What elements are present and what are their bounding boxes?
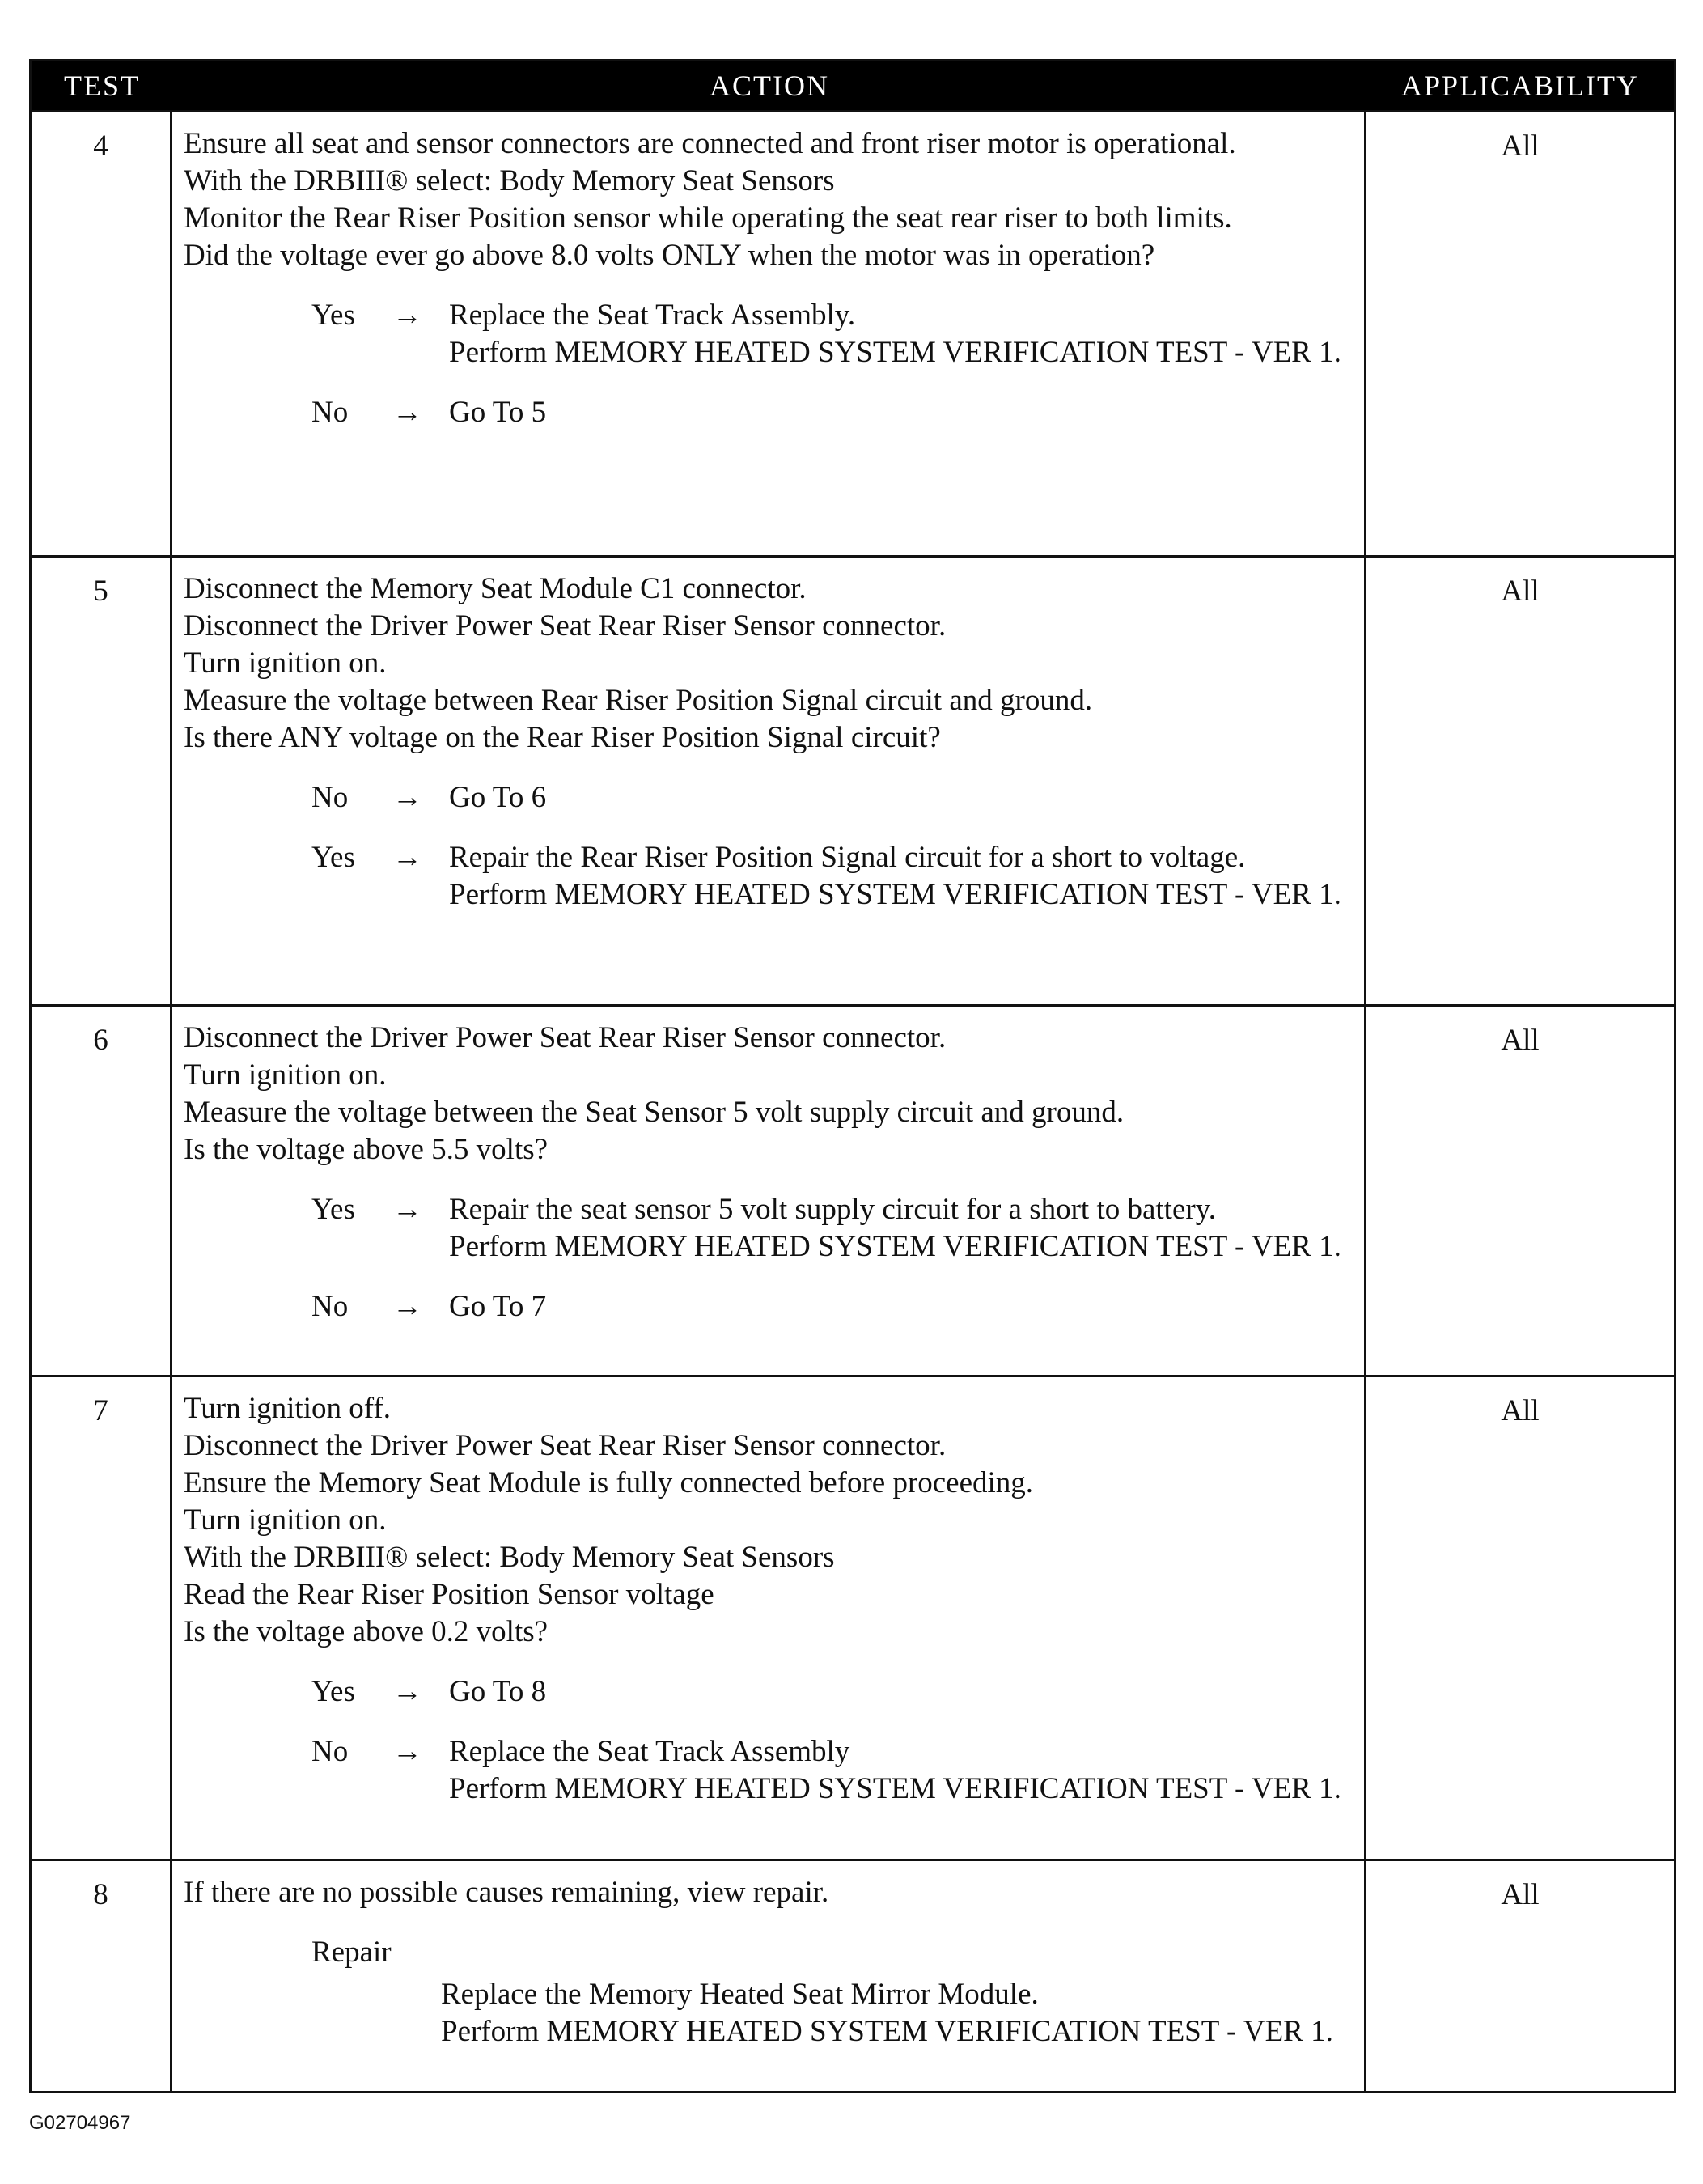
table-row: [32, 1004, 1674, 1375]
header-action: ACTION: [710, 70, 829, 102]
branch-body: [449, 1673, 1354, 1711]
action-cell: [172, 112, 1366, 555]
step-text: Monitor the Rear Riser Position sensor while operating the seat rear riser to both limits.: [184, 201, 1232, 235]
action-cell: [172, 558, 1366, 1004]
repair-body: [184, 1976, 1354, 2050]
branch-no: [184, 1288, 1354, 1325]
step-text: Measure the voltage between Rear Riser Position Signal circuit and ground.: [184, 684, 1093, 717]
step-text: With the DRBIII® select: Body Memory Seat Sensors: [184, 1541, 835, 1574]
step-text: Turn ignition on.: [184, 647, 387, 680]
branch-label: Yes: [311, 1675, 355, 1708]
step-text: Disconnect the Driver Power Seat Rear Riser Sensor connector.: [184, 1429, 947, 1462]
applicability-cell: All: [1501, 1878, 1540, 1911]
test-number: 7: [32, 1377, 172, 1859]
test-number: 8: [32, 1861, 172, 2091]
step-text: Turn ignition on.: [184, 1058, 387, 1092]
branch-label: No: [311, 781, 349, 814]
branch-label: Yes: [311, 841, 355, 874]
branch-no: [184, 779, 1354, 816]
branch-body: [449, 1733, 1354, 1808]
repair-line: Perform MEMORY HEATED SYSTEM VERIFICATION TEST - VER 1.: [441, 2015, 1333, 2048]
branch-label: No: [311, 396, 349, 429]
step-text: Turn ignition on.: [184, 1503, 387, 1537]
step-text: Is the voltage above 5.5 volts?: [184, 1133, 549, 1166]
branch-yes: [184, 1673, 1354, 1711]
branch-line: Repair the Rear Riser Position Signal circuit for a short to voltage.: [449, 841, 1246, 874]
action-cell: [172, 1377, 1366, 1859]
step-text: Ensure the Memory Seat Module is fully connected before proceeding.: [184, 1466, 1034, 1499]
branch-no: [184, 1733, 1354, 1808]
step-text: Did the voltage ever go above 8.0 volts ONLY when the motor was in operation?: [184, 239, 1155, 272]
arrow-icon: →: [392, 1735, 422, 1768]
step-text: If there are no possible causes remaining, view repair.: [184, 1876, 829, 1909]
step-text: Is the voltage above 0.2 volts?: [184, 1615, 549, 1648]
branch-label: Yes: [311, 299, 355, 332]
goto-link[interactable]: Go To 6: [449, 781, 547, 814]
step-text: Disconnect the Driver Power Seat Rear Riser Sensor connector.: [184, 1021, 947, 1054]
figure-id: G02704967: [29, 2112, 131, 2134]
goto-link[interactable]: Go To 7: [449, 1290, 547, 1323]
branch-line: Perform MEMORY HEATED SYSTEM VERIFICATION TEST - VER 1.: [449, 1230, 1341, 1263]
test-number: 6: [32, 1007, 172, 1375]
branch-line: Perform MEMORY HEATED SYSTEM VERIFICATION TEST - VER 1.: [449, 336, 1341, 369]
branch-body: [449, 1191, 1354, 1266]
arrow-icon: →: [392, 396, 422, 429]
header-applicability: APPLICABILITY: [1401, 70, 1639, 102]
applicability-cell: All: [1501, 575, 1540, 608]
header-test: TEST: [64, 70, 140, 102]
step-text: Is there ANY voltage on the Rear Riser Position Signal circuit?: [184, 721, 941, 754]
branch-no: [184, 394, 1354, 431]
action-cell: [172, 1861, 1366, 2091]
arrow-icon: →: [392, 1193, 422, 1226]
arrow-icon: →: [392, 1290, 422, 1323]
test-number: 5: [32, 558, 172, 1004]
applicability-cell: All: [1501, 1024, 1540, 1057]
branch-body: [449, 297, 1354, 371]
step-text: With the DRBIII® select: Body Memory Seat Sensors: [184, 164, 835, 197]
applicability-cell: All: [1501, 129, 1540, 163]
step-text: Disconnect the Memory Seat Module C1 connector.: [184, 572, 807, 605]
branch-yes: [184, 297, 1354, 371]
branch-line: Perform MEMORY HEATED SYSTEM VERIFICATION TEST - VER 1.: [449, 1772, 1341, 1805]
branch-label: No: [311, 1735, 349, 1768]
table-row: [32, 1375, 1674, 1859]
step-text: Ensure all seat and sensor connectors are connected and front riser motor is operational.: [184, 127, 1236, 160]
branch-line: Replace the Seat Track Assembly: [449, 1735, 850, 1768]
branch-body: [449, 839, 1354, 914]
branch-body: [449, 1288, 1354, 1325]
table-row: [32, 1859, 1674, 2091]
step-text: Disconnect the Driver Power Seat Rear Riser Sensor connector.: [184, 609, 947, 642]
branch-line: Replace the Seat Track Assembly.: [449, 299, 856, 332]
branch-body: [449, 394, 1354, 431]
arrow-icon: →: [392, 781, 422, 814]
branch-yes: [184, 839, 1354, 914]
arrow-icon: →: [392, 841, 422, 874]
step-text: Turn ignition off.: [184, 1392, 391, 1425]
repair-label: Repair: [311, 1936, 392, 1969]
goto-link[interactable]: Go To 8: [449, 1675, 547, 1708]
arrow-icon: →: [392, 1675, 422, 1708]
step-text: Read the Rear Riser Position Sensor voltage: [184, 1578, 714, 1611]
table-row: [32, 555, 1674, 1004]
branch-line: Perform MEMORY HEATED SYSTEM VERIFICATION TEST - VER 1.: [449, 878, 1341, 911]
branch-label: No: [311, 1290, 349, 1323]
test-number: 4: [32, 112, 172, 555]
repair-line: Replace the Memory Heated Seat Mirror Module.: [441, 1978, 1039, 2011]
goto-link[interactable]: Go To 5: [449, 396, 547, 429]
branch-label: Yes: [311, 1193, 355, 1226]
table-row: [32, 110, 1674, 555]
branch-yes: [184, 1191, 1354, 1266]
branch-line: Repair the seat sensor 5 volt supply circuit for a short to battery.: [449, 1193, 1217, 1226]
step-text: Measure the voltage between the Seat Sensor 5 volt supply circuit and ground.: [184, 1096, 1125, 1129]
diagnostic-table: [29, 59, 1676, 2093]
branch-body: [449, 779, 1354, 816]
table-header: [32, 61, 1674, 110]
action-cell: [172, 1007, 1366, 1375]
applicability-cell: All: [1501, 1394, 1540, 1427]
arrow-icon: →: [392, 299, 422, 332]
